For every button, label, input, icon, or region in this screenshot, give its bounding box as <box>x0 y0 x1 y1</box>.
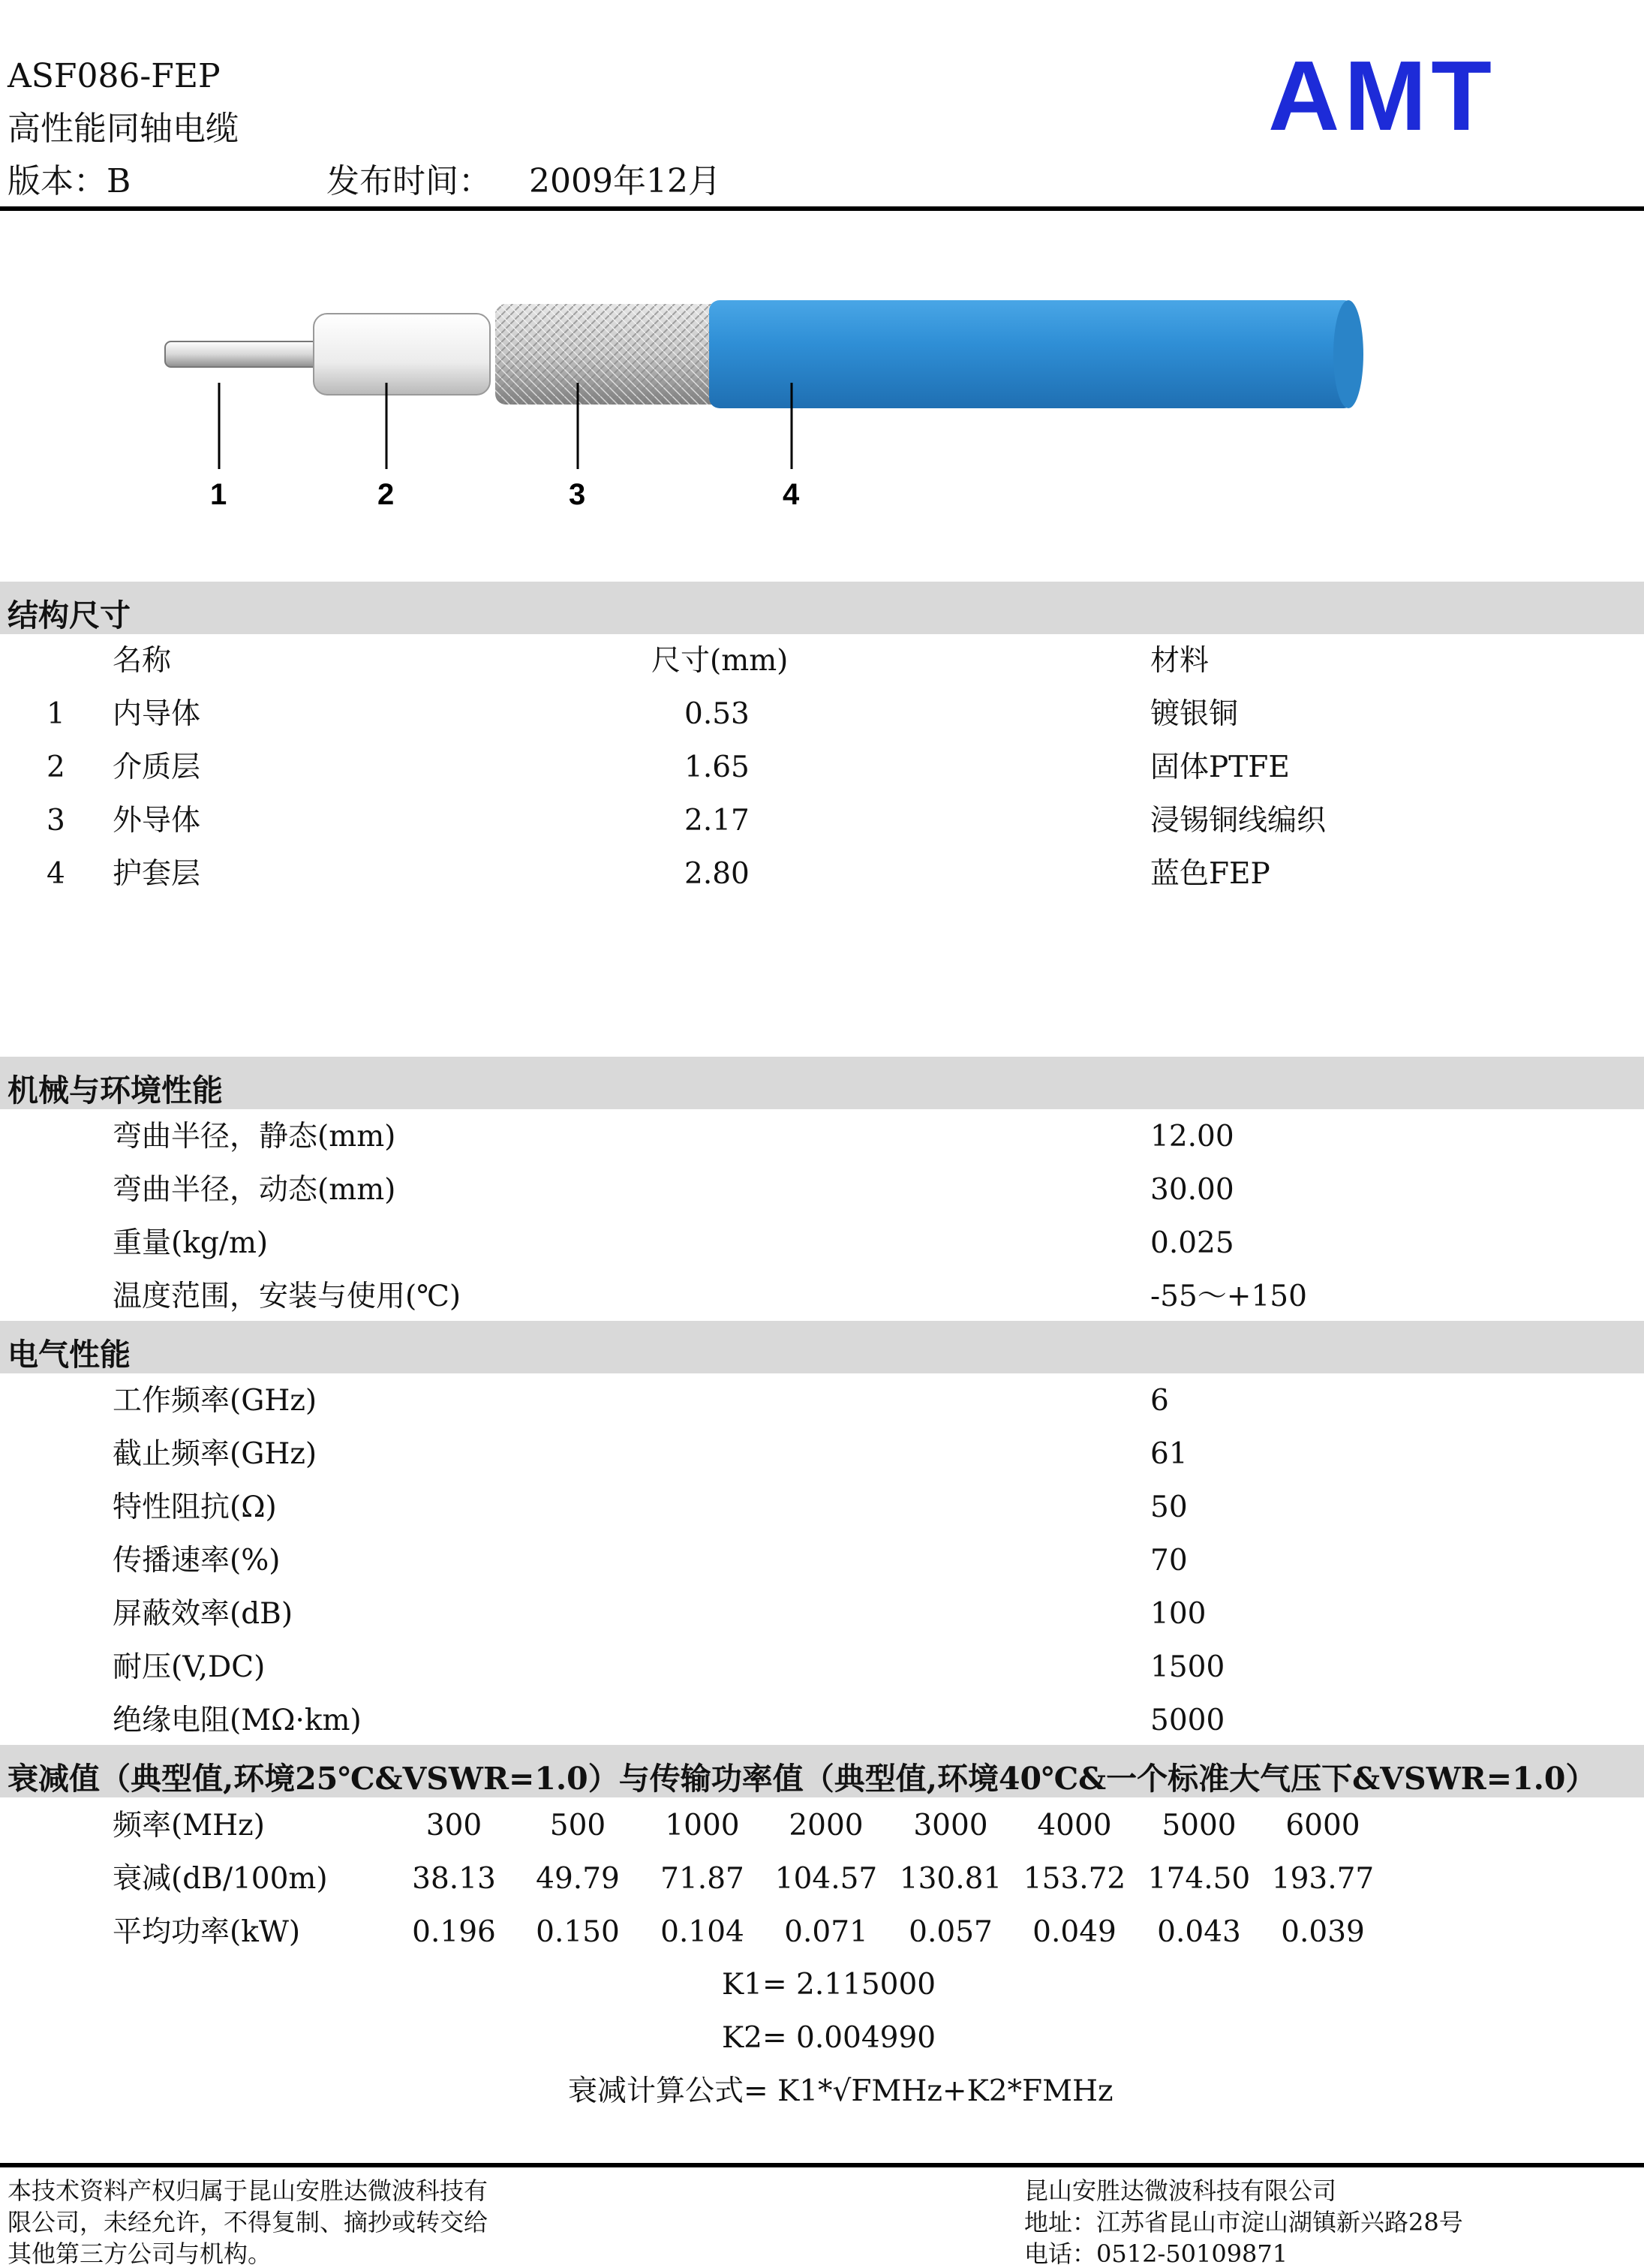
spec-value: 1500 <box>1150 1650 1225 1684</box>
table-cell: 300 <box>425 1809 482 1842</box>
spec-value: 6 <box>1150 1384 1169 1418</box>
version-label: 版本：B <box>8 162 131 200</box>
spec-value: 12.00 <box>1150 1120 1234 1154</box>
spec-label: 弯曲半径，动态(mm) <box>113 1173 396 1207</box>
layer-size: 1.65 <box>684 750 750 784</box>
layer-size: 2.17 <box>684 804 750 838</box>
table-cell: 500 <box>549 1809 606 1842</box>
release-label: 发布时间： <box>326 162 491 200</box>
k2-constant: K2= 0.004990 <box>722 2021 936 2055</box>
callout-1: 1 <box>210 478 227 511</box>
callout-2: 2 <box>377 478 395 511</box>
section-band-mechanical <box>0 1057 1644 1109</box>
footer-rule <box>0 2163 1644 2167</box>
col-header-material: 材料 <box>1150 644 1210 678</box>
amt-logo: AMT <box>1268 41 1496 151</box>
table-cell: 174.50 <box>1147 1862 1251 1896</box>
layer-size: 0.53 <box>684 697 750 731</box>
inner-conductor <box>165 341 338 367</box>
table-cell: 193.77 <box>1271 1862 1375 1896</box>
spec-label: 截止频率(GHz) <box>113 1437 317 1471</box>
company-phone: 电话：0512-50109871 <box>1024 2239 1288 2268</box>
layer-name: 介质层 <box>113 750 201 784</box>
layer-material: 固体PTFE <box>1150 750 1290 784</box>
spec-value: 50 <box>1150 1490 1188 1524</box>
table-cell: 0.039 <box>1281 1915 1365 1949</box>
row-number: 3 <box>47 804 65 838</box>
jacket <box>709 300 1354 408</box>
spec-value: 100 <box>1150 1597 1207 1631</box>
row-label: 平均功率(kW) <box>113 1915 301 1949</box>
table-cell: 49.79 <box>536 1862 620 1896</box>
table-cell: 4000 <box>1037 1809 1112 1842</box>
table-cell: 1000 <box>665 1809 740 1842</box>
callout-3: 3 <box>569 478 586 511</box>
table-cell: 0.043 <box>1157 1915 1241 1949</box>
row-number: 4 <box>47 857 65 891</box>
spec-label: 传播速率(%) <box>113 1544 281 1578</box>
section-title-attenuation: 衰减值（典型值,环境25℃&VSWR=1.0）与传输功率值（典型值,环境40℃&一个标准大气压下&VSWR=1.0） <box>8 1761 1597 1797</box>
k1-constant: K1= 2.115000 <box>722 1968 936 2002</box>
table-cell: 0.196 <box>412 1915 496 1949</box>
table-cell: 5000 <box>1162 1809 1237 1842</box>
section-title-electrical: 电气性能 <box>8 1337 131 1373</box>
release-date: 2009年12月 <box>529 162 721 200</box>
spec-value: 61 <box>1150 1437 1188 1471</box>
layer-material: 蓝色FEP <box>1150 857 1270 891</box>
spec-label: 屏蔽效率(dB) <box>113 1597 293 1631</box>
table-cell: 0.071 <box>784 1915 868 1949</box>
section-band-structure <box>0 582 1644 634</box>
jacket-end <box>1333 300 1363 408</box>
table-cell: 0.150 <box>536 1915 620 1949</box>
table-cell: 3000 <box>913 1809 988 1842</box>
row-label: 衰减(dB/100m) <box>113 1862 328 1896</box>
table-cell: 2000 <box>789 1809 864 1842</box>
section-title-structure: 结构尺寸 <box>8 597 131 633</box>
copyright-line-2: 限公司，未经允许，不得复制、摘抄或转交给 <box>8 2208 488 2236</box>
table-cell: 130.81 <box>899 1862 1002 1896</box>
spec-label: 工作频率(GHz) <box>113 1384 317 1418</box>
layer-size: 2.80 <box>684 857 750 891</box>
section-band-attenuation <box>0 1745 1644 1797</box>
col-header-name: 名称 <box>113 644 172 678</box>
layer-name: 护套层 <box>113 857 201 891</box>
copyright-line-3: 其他第三方公司与机构。 <box>8 2239 272 2268</box>
spec-value: 5000 <box>1150 1704 1225 1737</box>
header-rule <box>0 206 1644 211</box>
layer-material: 镀银铜 <box>1150 697 1239 731</box>
section-title-mechanical: 机械与环境性能 <box>8 1072 223 1108</box>
copyright-line-1: 本技术资料产权归属于昆山安胜达微波科技有 <box>8 2176 488 2205</box>
outer-braid-weave <box>495 304 743 405</box>
callout-4: 4 <box>783 478 800 511</box>
row-number: 2 <box>47 750 65 784</box>
table-cell: 6000 <box>1285 1809 1360 1842</box>
section-band-electrical <box>0 1321 1644 1373</box>
layer-material: 浸锡铜线编织 <box>1150 804 1327 838</box>
table-cell: 104.57 <box>774 1862 878 1896</box>
company-address: 地址：江苏省昆山市淀山湖镇新兴路28号 <box>1024 2208 1463 2236</box>
table-cell: 0.049 <box>1032 1915 1117 1949</box>
company-name: 昆山安胜达微波科技有限公司 <box>1024 2176 1337 2205</box>
table-cell: 0.057 <box>909 1915 993 1949</box>
dielectric-layer <box>314 314 490 395</box>
product-subtitle: 高性能同轴电缆 <box>8 110 239 148</box>
table-cell: 153.72 <box>1023 1862 1126 1896</box>
spec-value: 70 <box>1150 1544 1188 1578</box>
attenuation-formula: 衰减计算公式= K1*√FMHz+K2*FMHz <box>568 2074 1114 2108</box>
layer-name: 外导体 <box>113 804 201 838</box>
table-cell: 0.104 <box>660 1915 744 1949</box>
row-number: 1 <box>47 697 65 731</box>
spec-label: 耐压(V,DC) <box>113 1650 266 1684</box>
model-number: ASF086-FEP <box>8 57 221 95</box>
row-label: 频率(MHz) <box>113 1809 265 1842</box>
layer-name: 内导体 <box>113 697 201 731</box>
spec-label: 弯曲半径，静态(mm) <box>113 1120 396 1154</box>
col-header-size: 尺寸(mm) <box>651 644 789 678</box>
cable-diagram <box>150 270 1388 518</box>
spec-label: 绝缘电阻(MΩ·km) <box>113 1704 362 1737</box>
spec-label: 温度范围，安装与使用(℃) <box>113 1280 461 1313</box>
spec-value: -55～+150 <box>1150 1280 1307 1313</box>
spec-label: 重量(kg/m) <box>113 1226 269 1260</box>
table-cell: 71.87 <box>660 1862 744 1896</box>
spec-label: 特性阻抗(Ω) <box>113 1490 277 1524</box>
spec-value: 0.025 <box>1150 1226 1234 1260</box>
spec-value: 30.00 <box>1150 1173 1234 1207</box>
table-cell: 38.13 <box>412 1862 496 1896</box>
